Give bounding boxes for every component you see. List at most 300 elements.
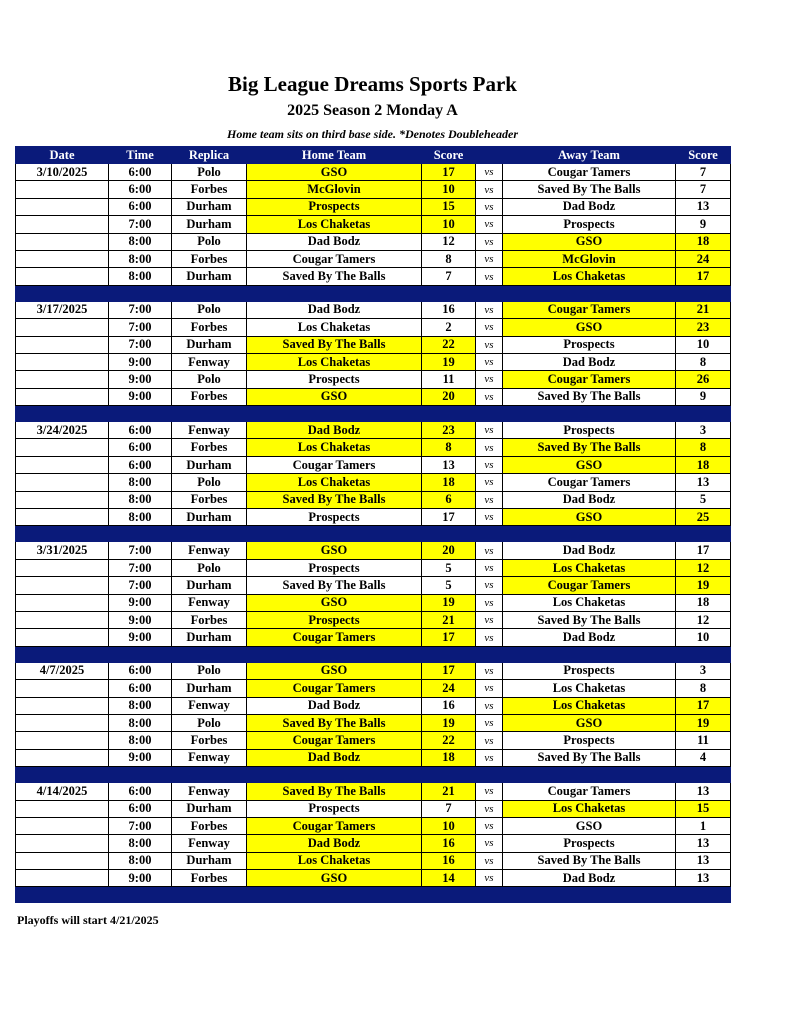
date-cell [16, 732, 109, 749]
home-team-cell: Los Chaketas [247, 216, 422, 233]
separator-bar [16, 887, 731, 903]
col-header-home-team: Home Team [247, 147, 422, 164]
away-score-cell: 17 [676, 542, 731, 559]
time-cell: 7:00 [109, 301, 172, 318]
away-score-cell: 11 [676, 732, 731, 749]
home-score-cell: 12 [422, 233, 476, 250]
away-score-cell: 13 [676, 870, 731, 887]
away-team-cell: Prospects [503, 422, 676, 439]
date-cell [16, 491, 109, 508]
field-cell: Forbes [172, 491, 247, 508]
time-cell: 8:00 [109, 250, 172, 267]
home-score-cell: 7 [422, 268, 476, 285]
away-score-cell: 12 [676, 559, 731, 576]
date-cell [16, 198, 109, 215]
table-row [16, 439, 731, 456]
date-cell [16, 852, 109, 869]
table-row [16, 594, 731, 611]
table-row [16, 181, 731, 198]
home-score-cell: 8 [422, 439, 476, 456]
table-row [16, 336, 731, 353]
vs-cell: vs [476, 336, 503, 353]
table-row [16, 749, 731, 766]
home-team-cell: Prospects [247, 198, 422, 215]
week-separator [16, 887, 731, 903]
away-team-cell: Dad Bodz [503, 198, 676, 215]
away-team-cell: Cougar Tamers [503, 164, 676, 181]
field-cell: Durham [172, 852, 247, 869]
date-cell [16, 509, 109, 526]
date-cell [16, 559, 109, 576]
date-cell: 3/31/2025 [16, 542, 109, 559]
vs-cell: vs [476, 216, 503, 233]
time-cell: 9:00 [109, 749, 172, 766]
date-cell [16, 353, 109, 370]
home-team-cell: Dad Bodz [247, 697, 422, 714]
away-team-cell: Prospects [503, 216, 676, 233]
date-cell [16, 388, 109, 405]
table-row [16, 852, 731, 869]
home-team-cell: Cougar Tamers [247, 732, 422, 749]
home-team-cell: McGlovin [247, 181, 422, 198]
home-team-cell: Prospects [247, 559, 422, 576]
vs-cell: vs [476, 697, 503, 714]
away-score-cell: 18 [676, 594, 731, 611]
home-score-cell: 14 [422, 870, 476, 887]
time-cell: 9:00 [109, 353, 172, 370]
doubleheader-note: Home team sits on third base side. *Denotes Doubleheader [227, 127, 518, 141]
away-team-cell: Cougar Tamers [503, 371, 676, 388]
separator-bar [16, 285, 731, 301]
home-team-cell: Dad Bodz [247, 749, 422, 766]
home-team-cell: Dad Bodz [247, 422, 422, 439]
field-cell: Durham [172, 198, 247, 215]
time-cell: 6:00 [109, 181, 172, 198]
field-cell: Fenway [172, 353, 247, 370]
date-cell [16, 233, 109, 250]
home-team-cell: Prospects [247, 371, 422, 388]
vs-cell: vs [476, 319, 503, 336]
home-team-cell: Dad Bodz [247, 835, 422, 852]
time-cell: 8:00 [109, 233, 172, 250]
time-cell: 8:00 [109, 852, 172, 869]
away-score-cell: 8 [676, 680, 731, 697]
away-score-cell: 26 [676, 371, 731, 388]
time-cell: 8:00 [109, 835, 172, 852]
home-team-cell: Saved By The Balls [247, 783, 422, 800]
away-team-cell: Cougar Tamers [503, 474, 676, 491]
away-team-cell: Cougar Tamers [503, 577, 676, 594]
home-team-cell: GSO [247, 594, 422, 611]
vs-cell: vs [476, 577, 503, 594]
vs-cell: vs [476, 233, 503, 250]
field-cell: Fenway [172, 594, 247, 611]
date-cell [16, 697, 109, 714]
away-score-cell: 24 [676, 250, 731, 267]
home-team-cell: Los Chaketas [247, 439, 422, 456]
home-team-cell: Prospects [247, 509, 422, 526]
field-cell: Fenway [172, 749, 247, 766]
home-score-cell: 16 [422, 301, 476, 318]
field-cell: Durham [172, 509, 247, 526]
date-cell [16, 456, 109, 473]
away-team-cell: Prospects [503, 336, 676, 353]
vs-cell: vs [476, 198, 503, 215]
time-cell: 8:00 [109, 732, 172, 749]
field-cell: Durham [172, 577, 247, 594]
col-header-home-score: Score [422, 147, 476, 164]
home-score-cell: 19 [422, 353, 476, 370]
vs-cell: vs [476, 301, 503, 318]
home-team-cell: Los Chaketas [247, 319, 422, 336]
home-score-cell: 22 [422, 336, 476, 353]
time-cell: 8:00 [109, 491, 172, 508]
home-score-cell: 21 [422, 783, 476, 800]
vs-cell: vs [476, 835, 503, 852]
vs-cell: vs [476, 817, 503, 834]
away-score-cell: 17 [676, 697, 731, 714]
time-cell: 7:00 [109, 336, 172, 353]
away-team-cell: GSO [503, 714, 676, 731]
table-row [16, 198, 731, 215]
field-cell: Forbes [172, 817, 247, 834]
home-team-cell: Saved By The Balls [247, 577, 422, 594]
table-row [16, 371, 731, 388]
away-team-cell: Los Chaketas [503, 594, 676, 611]
vs-cell: vs [476, 422, 503, 439]
table-row [16, 870, 731, 887]
vs-cell: vs [476, 852, 503, 869]
field-cell: Forbes [172, 319, 247, 336]
home-score-cell: 19 [422, 594, 476, 611]
time-cell: 8:00 [109, 268, 172, 285]
field-cell: Durham [172, 268, 247, 285]
home-team-cell: Dad Bodz [247, 301, 422, 318]
table-row [16, 491, 731, 508]
table-row [16, 542, 731, 559]
away-team-cell: Dad Bodz [503, 870, 676, 887]
vs-cell: vs [476, 714, 503, 731]
away-score-cell: 19 [676, 577, 731, 594]
home-score-cell: 8 [422, 250, 476, 267]
col-header-away-score: Score [676, 147, 731, 164]
table-row [16, 559, 731, 576]
home-score-cell: 5 [422, 577, 476, 594]
away-team-cell: Dad Bodz [503, 491, 676, 508]
field-cell: Polo [172, 233, 247, 250]
home-score-cell: 11 [422, 371, 476, 388]
separator-bar [16, 526, 731, 542]
time-cell: 7:00 [109, 817, 172, 834]
vs-cell: vs [476, 680, 503, 697]
home-team-cell: Cougar Tamers [247, 629, 422, 646]
home-score-cell: 19 [422, 714, 476, 731]
table-row [16, 577, 731, 594]
away-team-cell: GSO [503, 319, 676, 336]
field-cell: Durham [172, 216, 247, 233]
home-team-cell: Saved By The Balls [247, 336, 422, 353]
time-cell: 6:00 [109, 662, 172, 679]
away-score-cell: 9 [676, 388, 731, 405]
week-separator [16, 646, 731, 662]
vs-cell: vs [476, 629, 503, 646]
time-cell: 6:00 [109, 680, 172, 697]
time-cell: 9:00 [109, 371, 172, 388]
home-score-cell: 21 [422, 611, 476, 628]
away-score-cell: 23 [676, 319, 731, 336]
home-score-cell: 10 [422, 181, 476, 198]
vs-cell: vs [476, 491, 503, 508]
table-row [16, 783, 731, 800]
table-row [16, 301, 731, 318]
home-team-cell: Los Chaketas [247, 353, 422, 370]
home-team-cell: Saved By The Balls [247, 491, 422, 508]
table-row [16, 216, 731, 233]
field-cell: Polo [172, 662, 247, 679]
vs-cell: vs [476, 353, 503, 370]
home-score-cell: 17 [422, 509, 476, 526]
field-cell: Forbes [172, 250, 247, 267]
home-score-cell: 17 [422, 662, 476, 679]
table-header-row [16, 147, 731, 164]
table-row [16, 422, 731, 439]
away-score-cell: 13 [676, 852, 731, 869]
away-team-cell: Prospects [503, 662, 676, 679]
table-row [16, 697, 731, 714]
away-team-cell: Saved By The Balls [503, 388, 676, 405]
home-team-cell: Los Chaketas [247, 474, 422, 491]
home-score-cell: 18 [422, 474, 476, 491]
home-score-cell: 24 [422, 680, 476, 697]
field-cell: Forbes [172, 732, 247, 749]
table-row [16, 732, 731, 749]
vs-cell: vs [476, 732, 503, 749]
table-row [16, 250, 731, 267]
away-score-cell: 13 [676, 474, 731, 491]
vs-cell: vs [476, 439, 503, 456]
away-score-cell: 10 [676, 629, 731, 646]
separator-bar [16, 406, 731, 422]
field-cell: Polo [172, 301, 247, 318]
away-score-cell: 3 [676, 422, 731, 439]
away-team-cell: Dad Bodz [503, 353, 676, 370]
field-cell: Forbes [172, 870, 247, 887]
away-team-cell: GSO [503, 817, 676, 834]
home-team-cell: Prospects [247, 800, 422, 817]
home-score-cell: 16 [422, 852, 476, 869]
week-separator [16, 526, 731, 542]
field-cell: Forbes [172, 388, 247, 405]
date-cell [16, 268, 109, 285]
date-cell [16, 835, 109, 852]
vs-cell: vs [476, 870, 503, 887]
table-row [16, 509, 731, 526]
field-cell: Durham [172, 336, 247, 353]
away-score-cell: 8 [676, 439, 731, 456]
vs-cell: vs [476, 474, 503, 491]
home-score-cell: 2 [422, 319, 476, 336]
home-team-cell: Dad Bodz [247, 233, 422, 250]
home-score-cell: 23 [422, 422, 476, 439]
table-row [16, 800, 731, 817]
vs-cell: vs [476, 594, 503, 611]
page-title: Big League Dreams Sports Park [228, 72, 517, 96]
away-team-cell: Saved By The Balls [503, 852, 676, 869]
vs-cell: vs [476, 662, 503, 679]
vs-cell: vs [476, 164, 503, 181]
time-cell: 9:00 [109, 870, 172, 887]
separator-bar [16, 767, 731, 783]
date-cell [16, 680, 109, 697]
date-cell [16, 371, 109, 388]
away-team-cell: Prospects [503, 835, 676, 852]
date-cell [16, 749, 109, 766]
home-score-cell: 5 [422, 559, 476, 576]
schedule-table [15, 146, 731, 903]
date-cell: 4/7/2025 [16, 662, 109, 679]
date-cell [16, 250, 109, 267]
time-cell: 9:00 [109, 594, 172, 611]
col-header-vs [476, 147, 503, 164]
home-team-cell: Cougar Tamers [247, 817, 422, 834]
home-score-cell: 17 [422, 164, 476, 181]
away-score-cell: 12 [676, 611, 731, 628]
vs-cell: vs [476, 250, 503, 267]
table-row [16, 835, 731, 852]
table-row [16, 629, 731, 646]
week-separator [16, 285, 731, 301]
home-score-cell: 16 [422, 697, 476, 714]
time-cell: 7:00 [109, 577, 172, 594]
date-cell [16, 817, 109, 834]
date-cell [16, 611, 109, 628]
time-cell: 9:00 [109, 629, 172, 646]
home-score-cell: 10 [422, 216, 476, 233]
field-cell: Durham [172, 456, 247, 473]
col-header-date: Date [16, 147, 109, 164]
away-score-cell: 1 [676, 817, 731, 834]
vs-cell: vs [476, 800, 503, 817]
table-row [16, 353, 731, 370]
table-row [16, 233, 731, 250]
home-score-cell: 6 [422, 491, 476, 508]
date-cell [16, 577, 109, 594]
vs-cell: vs [476, 388, 503, 405]
home-team-cell: GSO [247, 662, 422, 679]
date-cell [16, 870, 109, 887]
away-score-cell: 7 [676, 164, 731, 181]
home-team-cell: Cougar Tamers [247, 250, 422, 267]
time-cell: 6:00 [109, 783, 172, 800]
vs-cell: vs [476, 611, 503, 628]
away-team-cell: Cougar Tamers [503, 301, 676, 318]
vs-cell: vs [476, 783, 503, 800]
time-cell: 6:00 [109, 198, 172, 215]
home-team-cell: Saved By The Balls [247, 268, 422, 285]
away-team-cell: Cougar Tamers [503, 783, 676, 800]
time-cell: 6:00 [109, 164, 172, 181]
field-cell: Forbes [172, 611, 247, 628]
vs-cell: vs [476, 749, 503, 766]
time-cell: 6:00 [109, 439, 172, 456]
field-cell: Forbes [172, 439, 247, 456]
date-cell: 3/24/2025 [16, 422, 109, 439]
time-cell: 7:00 [109, 319, 172, 336]
time-cell: 6:00 [109, 456, 172, 473]
home-team-cell: Cougar Tamers [247, 456, 422, 473]
date-cell: 4/14/2025 [16, 783, 109, 800]
home-team-cell: GSO [247, 164, 422, 181]
time-cell: 6:00 [109, 800, 172, 817]
home-team-cell: Los Chaketas [247, 852, 422, 869]
home-team-cell: Saved By The Balls [247, 714, 422, 731]
away-team-cell: Los Chaketas [503, 800, 676, 817]
home-team-cell: GSO [247, 542, 422, 559]
vs-cell: vs [476, 559, 503, 576]
away-team-cell: Saved By The Balls [503, 181, 676, 198]
table-row [16, 268, 731, 285]
away-team-cell: Los Chaketas [503, 559, 676, 576]
away-team-cell: Prospects [503, 732, 676, 749]
field-cell: Fenway [172, 697, 247, 714]
vs-cell: vs [476, 456, 503, 473]
time-cell: 9:00 [109, 388, 172, 405]
table-row [16, 817, 731, 834]
field-cell: Polo [172, 371, 247, 388]
time-cell: 8:00 [109, 714, 172, 731]
away-score-cell: 18 [676, 456, 731, 473]
field-cell: Polo [172, 714, 247, 731]
date-cell [16, 714, 109, 731]
table-row [16, 456, 731, 473]
time-cell: 8:00 [109, 697, 172, 714]
season-subtitle: 2025 Season 2 Monday A [287, 102, 458, 119]
vs-cell: vs [476, 268, 503, 285]
home-team-cell: GSO [247, 870, 422, 887]
table-row [16, 319, 731, 336]
home-score-cell: 20 [422, 388, 476, 405]
away-team-cell: Saved By The Balls [503, 439, 676, 456]
date-cell [16, 800, 109, 817]
home-team-cell: Cougar Tamers [247, 680, 422, 697]
time-cell: 7:00 [109, 559, 172, 576]
away-team-cell: Los Chaketas [503, 697, 676, 714]
field-cell: Durham [172, 629, 247, 646]
date-cell [16, 439, 109, 456]
time-cell: 6:00 [109, 422, 172, 439]
field-cell: Fenway [172, 783, 247, 800]
field-cell: Fenway [172, 422, 247, 439]
away-score-cell: 13 [676, 198, 731, 215]
away-score-cell: 25 [676, 509, 731, 526]
away-team-cell: Dad Bodz [503, 542, 676, 559]
date-cell [16, 629, 109, 646]
home-score-cell: 17 [422, 629, 476, 646]
home-score-cell: 7 [422, 800, 476, 817]
table-row [16, 474, 731, 491]
away-score-cell: 3 [676, 662, 731, 679]
away-score-cell: 15 [676, 800, 731, 817]
field-cell: Polo [172, 164, 247, 181]
away-score-cell: 17 [676, 268, 731, 285]
field-cell: Fenway [172, 542, 247, 559]
time-cell: 8:00 [109, 509, 172, 526]
away-team-cell: Los Chaketas [503, 680, 676, 697]
table-row [16, 388, 731, 405]
away-score-cell: 13 [676, 783, 731, 800]
table-row [16, 714, 731, 731]
field-cell: Durham [172, 800, 247, 817]
